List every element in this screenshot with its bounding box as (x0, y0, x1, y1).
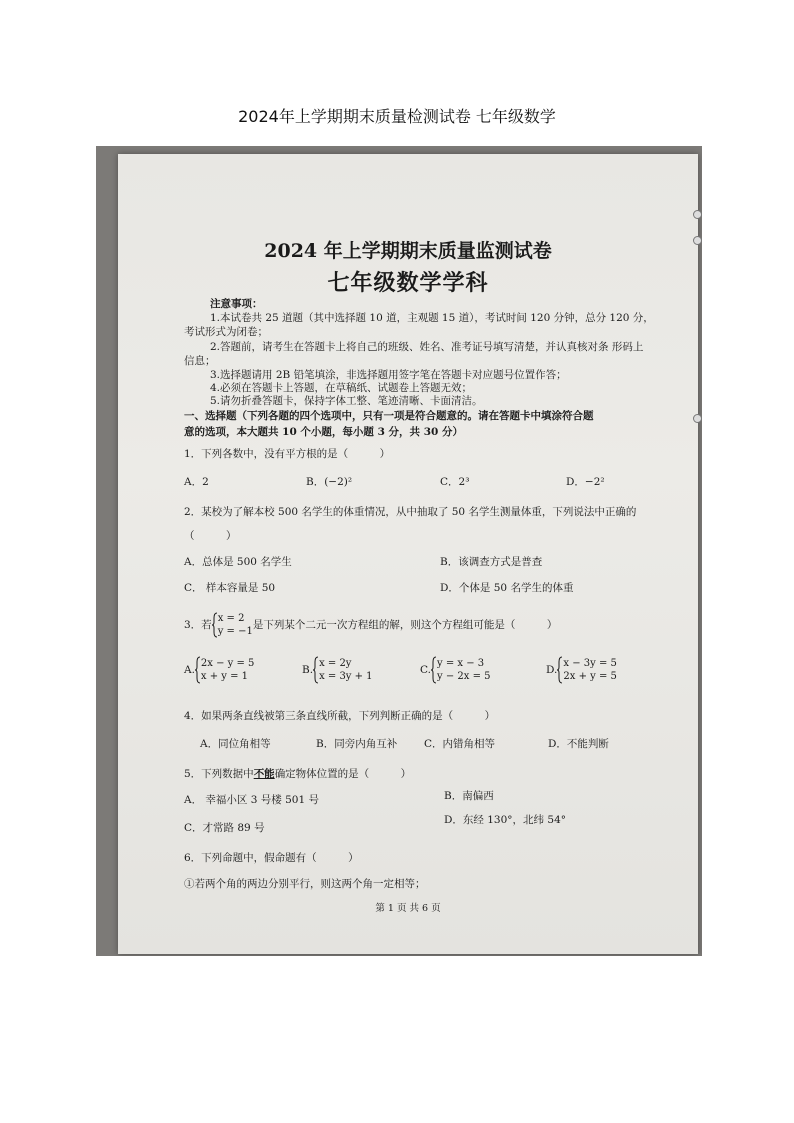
option-label: D. (546, 664, 558, 676)
note-line: 信息； (184, 355, 216, 367)
q5-option-b: B．南偏西 (444, 790, 494, 802)
exam-paper (118, 154, 698, 954)
equation: x = 2 (217, 613, 245, 624)
binder-hole-icon (693, 414, 702, 423)
q5-option-a: A． 幸福小区 3 号楼 501 号 (184, 794, 319, 806)
exam-subject: 七年级数学学科 (327, 270, 489, 296)
equation-system (437, 657, 491, 683)
question-5-stem (184, 768, 411, 781)
note-line: 5.请勿折叠答题卡，保持字体工整、笔迹清晰、卡面清洁。 (210, 395, 483, 407)
stem-text: 确定物体位置的是（ ） (274, 768, 412, 780)
exam-title: 2024 年上学期期末质量监测试卷 (264, 240, 552, 262)
equation: y = x − 3 (437, 658, 485, 669)
note-line: 4.必须在答题卡上答题，在草稿纸、试题卷上答题无效； (210, 382, 473, 394)
question-4-stem: 4．如果两条直线被第三条直线所截，下列判断正确的是（ ） (184, 710, 496, 722)
binder-hole-icon (693, 210, 702, 219)
equation: x + y = 1 (200, 671, 249, 682)
q3-option-d (546, 656, 617, 684)
section-heading: 一、选择题（下列各题的四个选项中，只有一项是符合题意的。请在答题卡中填涂符合题 (184, 410, 594, 422)
notes-heading: 注意事项： (210, 298, 263, 310)
question-6-stem: 6．下列命题中，假命题有（ ） (184, 852, 359, 864)
exam-photo (96, 146, 702, 956)
question-1-stem: 1．下列各数中，没有平方根的是（ ） (184, 448, 391, 460)
section-heading: 意的选项，本大题共 10 个小题，每小题 3 分，共 30 分） (184, 426, 463, 438)
q3-given-system (218, 612, 253, 638)
page-number: 第 1 页 共 6 页 (375, 903, 441, 914)
q4-option-b: B．同旁内角互补 (316, 738, 398, 750)
q3-prefix: 3．若 (184, 619, 212, 631)
q5-option-d: D．东经 130°，北纬 54° (444, 814, 566, 826)
note-line: 考试形式为闭卷； (184, 326, 268, 338)
equation: y − 2x = 5 (437, 671, 491, 682)
q6-item-1: ①若两个角的两边分别平行，则这两个角一定相等； (184, 878, 426, 890)
q2-paren: （ ） (184, 530, 237, 542)
question-2-stem: 2．某校为了解本校 500 名学生的体重情况，从中抽取了 50 名学生测量体重，下列说法中正确的 (184, 506, 637, 518)
q1-option-b: B．(−2)² (306, 476, 353, 488)
q2-option-d: D．个体是 50 名学生的体重 (440, 582, 574, 594)
equation: y = −1 (217, 626, 253, 637)
q2-option-b: B．该调查方式是普查 (440, 556, 543, 568)
q1-option-c: C．2³ (440, 476, 470, 488)
option-label: A. (184, 664, 195, 676)
equation: 2x + y = 5 (563, 671, 617, 682)
equation-system (201, 657, 255, 683)
q3-option-c (420, 656, 491, 684)
equation-system (319, 657, 373, 683)
stem-emphasis: 不能 (253, 768, 275, 780)
q1-option-d: D．−2² (566, 476, 605, 488)
q4-option-c: C．内错角相等 (424, 738, 496, 750)
equation: x = 2y (319, 658, 352, 669)
option-label: C. (420, 664, 431, 676)
q1-option-a: A．2 (184, 476, 209, 488)
q2-option-c: C． 样本容量是 50 (184, 582, 276, 594)
q3-option-a (184, 656, 254, 684)
q2-option-a: A．总体是 500 名学生 (184, 556, 292, 568)
question-3-stem (184, 612, 557, 638)
stem-text: 5．下列数据中 (184, 768, 254, 780)
equation: x = 3y + 1 (319, 671, 373, 682)
q3-suffix: 是下列某个二元一次方程组的解，则这个方程组可能是（ ） (252, 619, 558, 631)
note-line: 3.选择题请用 2B 铅笔填涂，非选择题用签字笔在答题卡对应题号位置作答； (210, 369, 567, 381)
page-title: 2024年上学期期末质量检测试卷 七年级数学 (238, 107, 556, 126)
option-label: B. (302, 664, 314, 676)
note-line: 2.答题前，请考生在答题卡上将自己的班级、姓名、准考证号填写清楚，并认真核对条 形码上 (210, 341, 644, 353)
q4-option-d: D．不能判断 (548, 738, 609, 750)
equation-system (563, 657, 617, 683)
equation: 2x − y = 5 (200, 658, 255, 669)
equation: x − 3y = 5 (563, 658, 617, 669)
q5-option-c: C．才常路 89 号 (184, 822, 265, 834)
q3-option-b (302, 656, 373, 684)
q4-option-a: A．同位角相等 (200, 738, 271, 750)
note-line: 1.本试卷共 25 道题（其中选择题 10 道，主观题 15 道），考试时间 120 分钟，总分 120 分， (210, 312, 654, 324)
